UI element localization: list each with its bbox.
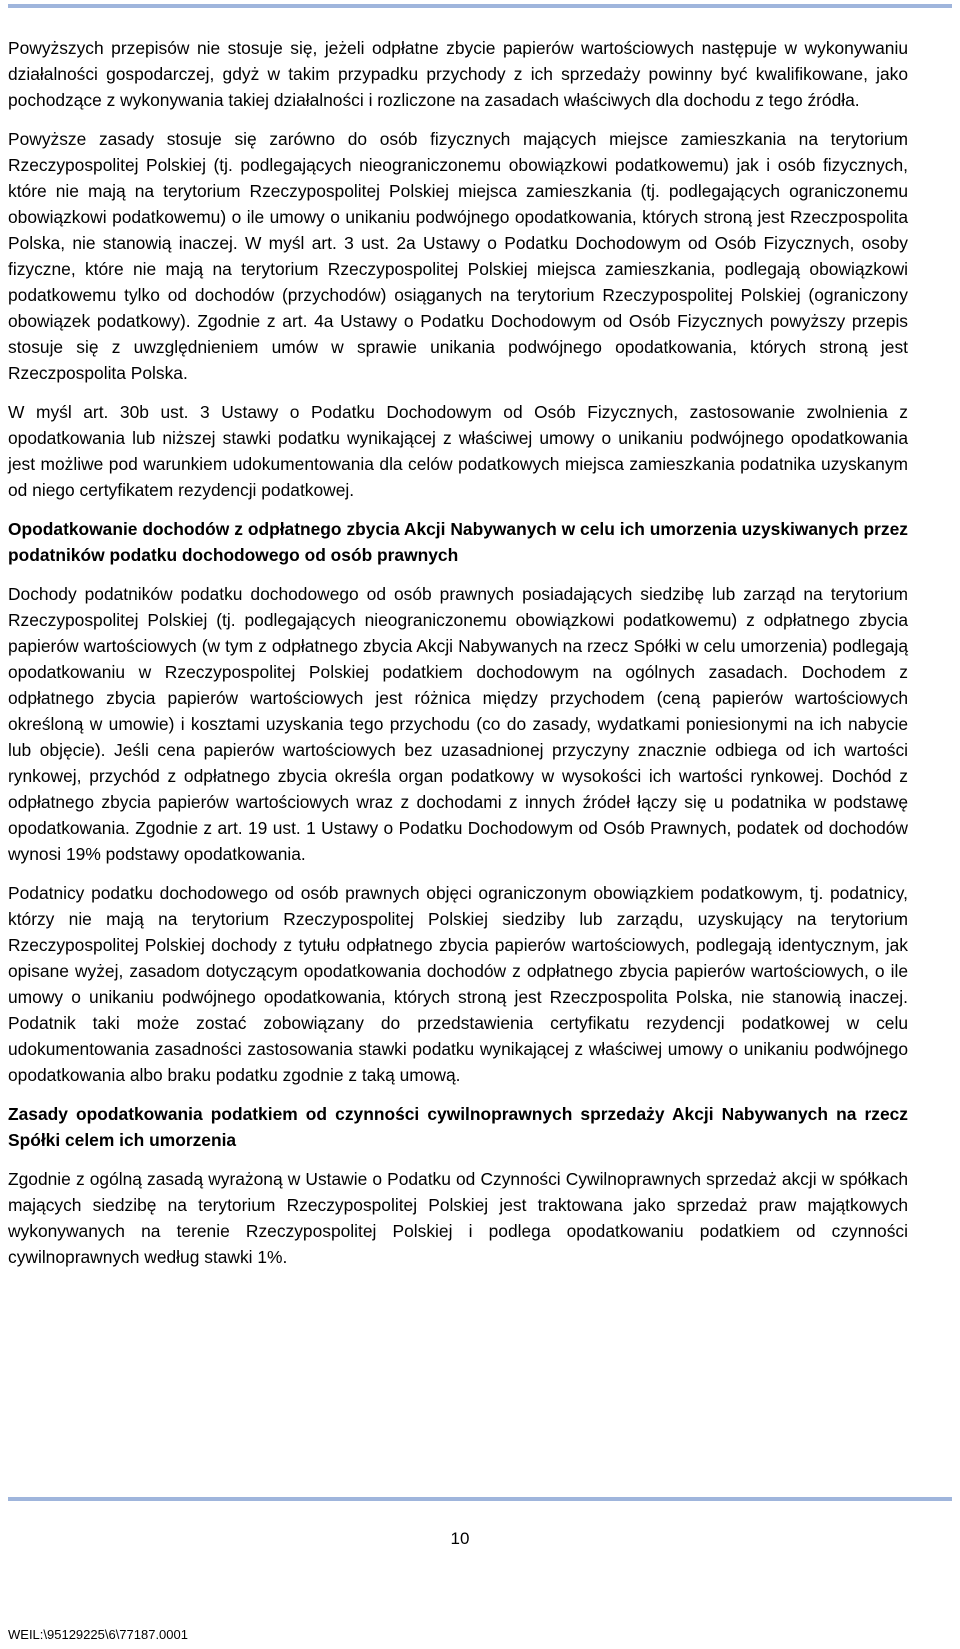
page-number: 10	[450, 1529, 470, 1548]
paragraph-residence-certificate: W myśl art. 30b ust. 3 Ustawy o Podatku Dochodowym od Osób Fizycznych, zastosowanie zwolnienia z opodatkowania lub niższej stawki podatku wynikającej z właściwej umowy o unikaniu podwójnego opodatkowania jest możliwe pod warunkiem udokumentowania dla celów podatkowych miejsca zamieszkania podatnika uzyskanym od niego certyfikatem rezydencji podatkowej.	[8, 402, 908, 500]
paragraph-cit-residents: Dochody podatników podatku dochodowego od osób prawnych posiadających siedzibę lub zarząd na terytorium Rzeczypospolitej Polskiej (tj. podlegających nieograniczonemu obowiązkowi podatkowemu) z odpłatnego zbycia papierów wartościowych (w tym z odpłatnego zbycia Akcji Nabywanych na rzecz Spółki w celu umorzenia) podlegają opodatkowaniu w Rzeczypospolitej Polskiej podatkiem dochodowym na ogólnych zasadach. Dochodem z odpłatnego zbycia papierów wartościowych jest różnica między przychodem (ceną papierów wartościowych określoną w umowie) i kosztami uzyskania tego przychodu (co do zasady, wydatkami poniesionymi na ich nabycie lub objęcie). Jeśli cena papierów wartościowych bez uzasadnionej przyczyny znacznie odbiega od ich wartości rynkowej, przychód z odpłatnego zbycia określa organ podatkowy w wysokości ich wartości rynkowej. Dochód z odpłatnego zbycia papierów wartościowych wraz z dochodami z innych źródeł łączy się u podatnika w podstawę opodatkowania. Zgodnie z art. 19 ust. 1 Ustawy o Podatku Dochodowym od Osób Prawnych, podatek od dochodów wynosi 19% podstawy opodatkowania.	[8, 584, 908, 864]
paragraph-pcc: Zgodnie z ogólną zasadą wyrażoną w Ustawie o Podatku od Czynności Cywilnoprawnych sprzedaż akcji w spółkach mających siedzibę na terytorium Rzeczypospolitej Polskiej jest traktowana jako sprzedaż praw majątkowych wykonywanych na terenie Rzeczypospolitej Polskiej i podlega opodatkowaniu podatkiem od czynności cywilnoprawnych według stawki 1%.	[8, 1169, 908, 1267]
header-rule	[8, 4, 952, 8]
section-heading-pcc: Zasady opodatkowania podatkiem od czynności cywilnoprawnych sprzedaży Akcji Nabywanych na rzecz Spółki celem ich umorzenia	[8, 1104, 908, 1150]
paragraph-cit-nonresidents: Podatnicy podatku dochodowego od osób prawnych objęci ograniczonym obowiązkiem podatkowym, tj. podatnicy, którzy nie mają na terytorium Rzeczypospolitej Polskiej siedziby lub zarządu, uzyskujący na terytorium Rzeczypospolitej Polskiej dochody z tytułu odpłatnego zbycia papierów wartościowych, podlegają identycznym, jak opisane wyżej, zasadom dotyczącym opodatkowania dochodów z odpłatnego zbycia papierów wartościowych, o ile umowy o unikaniu podwójnego opodatkowania, których stroną jest Rzeczpospolita Polska, nie stanowią inaczej. Podatnik taki może zostać zobowiązany do przedstawienia certyfikatu rezydencji podatkowej w celu udokumentowania zasadności zastosowania stawki podatku wynikającej z właściwej umowy o unikaniu podwójnego opodatkowania albo braku podatku zgodnie z taką umową.	[8, 883, 908, 1085]
document-body	[8, 35, 908, 1283]
footer-rule	[8, 1497, 952, 1501]
section-heading-cit: Opodatkowanie dochodów z odpłatnego zbycia Akcji Nabywanych w celu ich umorzenia uzyskiwanych przez podatników podatku dochodowego od osób prawnych	[8, 519, 908, 565]
paragraph-exclusion-business: Powyższych przepisów nie stosuje się, jeżeli odpłatne zbycie papierów wartościowych następuje w wykonywaniu działalności gospodarczej, gdyż w takim przypadku przychody z ich sprzedaży powinny być kwalifikowane, jako pochodzące z wykonywania takiej działalności i rozliczone na zasadach właściwych dla dochodu z tego źródła.	[8, 38, 908, 110]
document-reference: WEIL:\95129225\6\77187.0001	[8, 1627, 188, 1642]
paragraph-residents-nonresidents: Powyższe zasady stosuje się zarówno do osób fizycznych mających miejsce zamieszkania na terytorium Rzeczypospolitej Polskiej (tj. podlegających nieograniczonemu obowiązkowi podatkowemu) jak i osób fizycznych, które nie mają na terytorium Rzeczypospolitej Polskiej miejsca zamieszkania (tj. podlegających ograniczonemu obowiązkowi podatkowemu) o ile umowy o unikaniu podwójnego opodatkowania, których stroną jest Rzeczpospolita Polska, nie stanowią inaczej. W myśl art. 3 ust. 2a Ustawy o Podatku Dochodowym od Osób Fizycznych, osoby fizyczne, które nie mają na terytorium Rzeczypospolitej Polskiej miejsca zamieszkania, podlegają obowiązkowi podatkowemu tylko od dochodów (przychodów) osiąganych na terytorium Rzeczypospolitej Polskiej (ograniczony obowiązek podatkowy). Zgodnie z art. 4a Ustawy o Podatku Dochodowym od Osób Fizycznych powyższy przepis stosuje się z uwzględnieniem umów w sprawie unikania podwójnego opodatkowania, których stroną jest Rzeczpospolita Polska.	[8, 129, 908, 383]
